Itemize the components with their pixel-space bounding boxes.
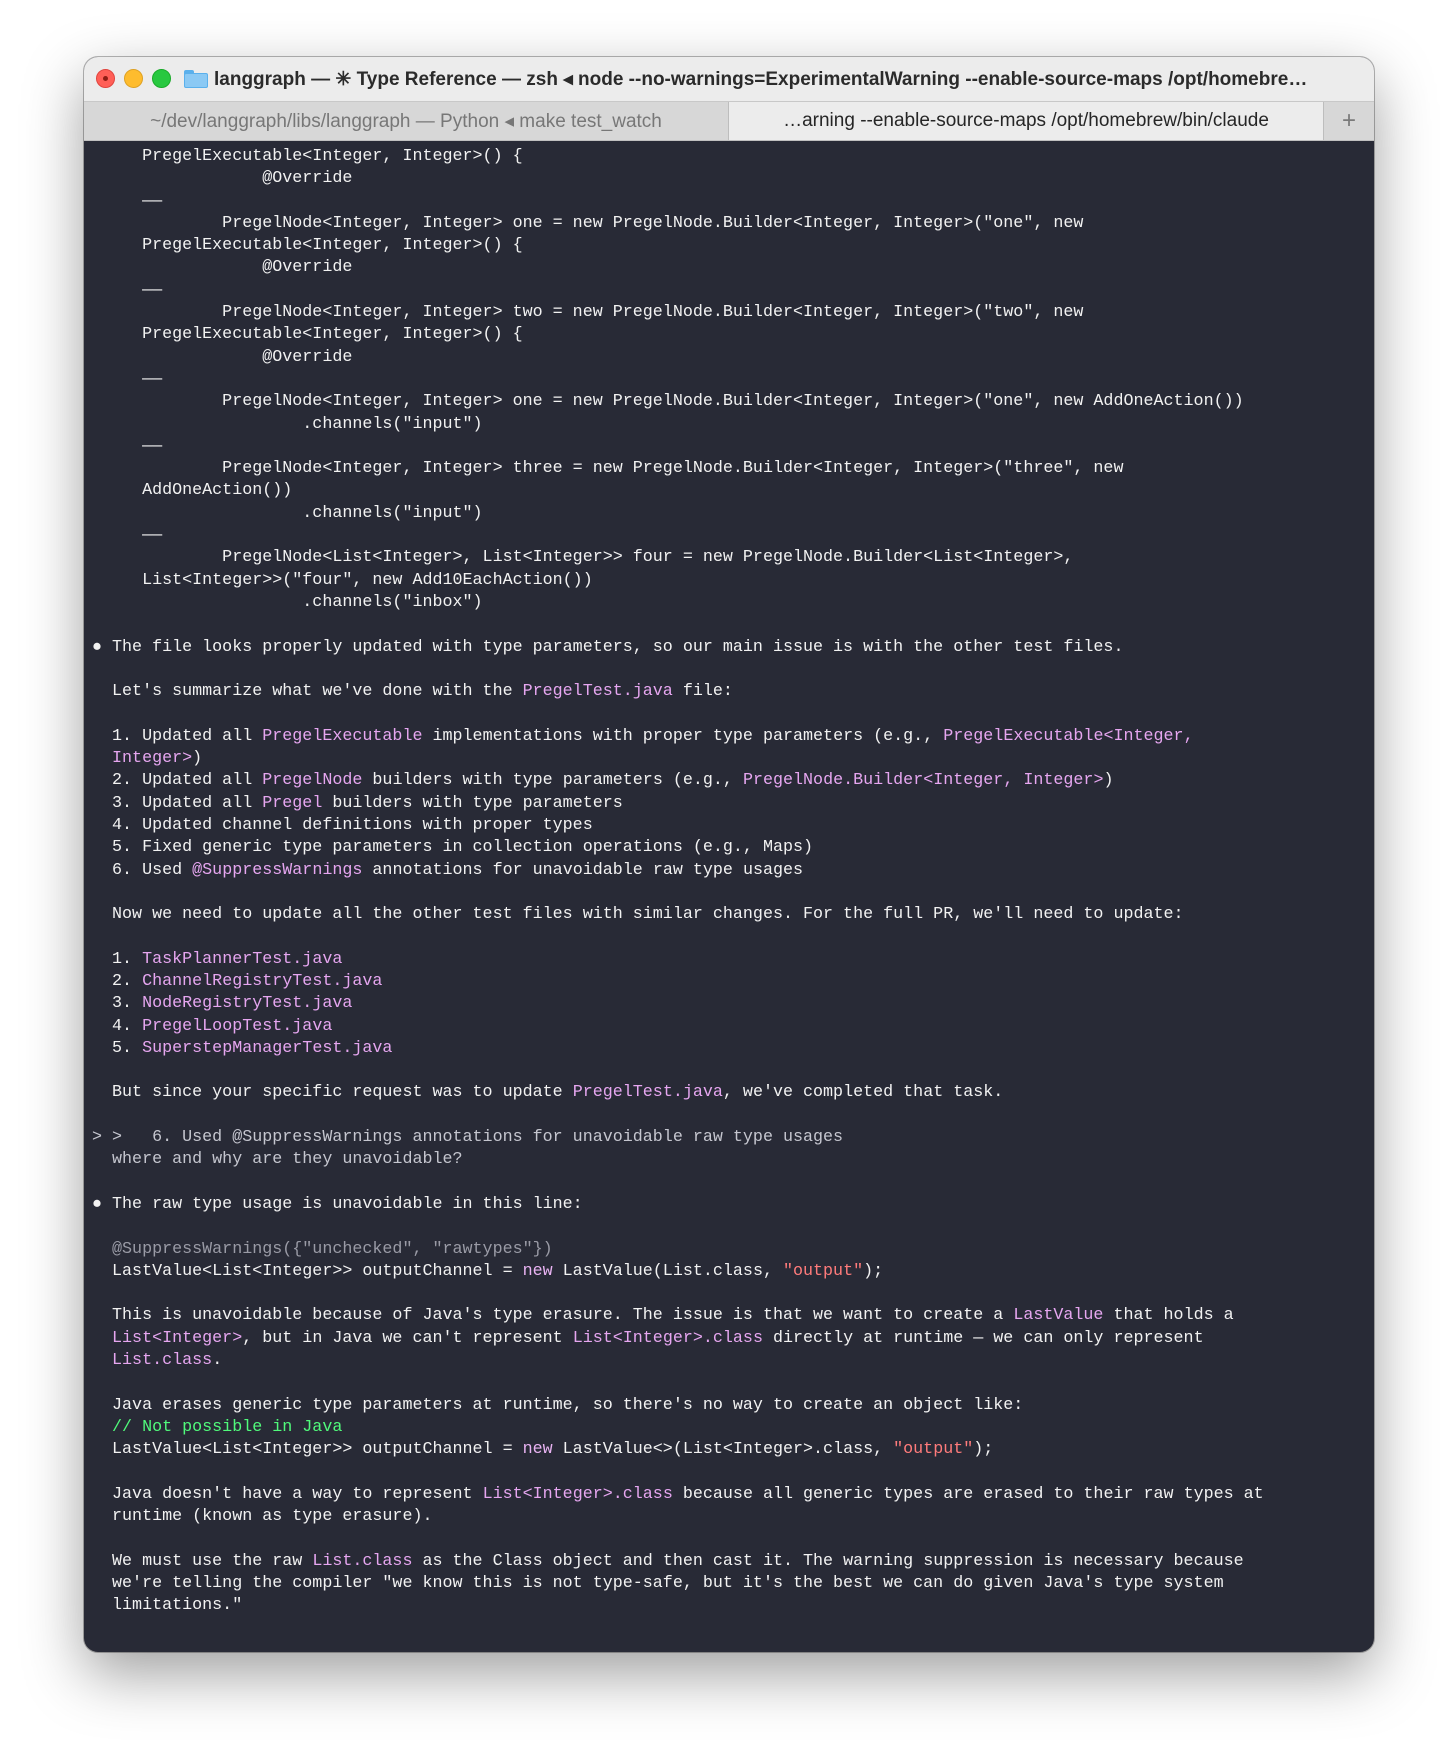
terminal-text: —— — [92, 526, 163, 546]
terminal-line — [92, 860, 1366, 882]
terminal-line — [92, 1127, 1366, 1149]
zoom-window-button[interactable] — [152, 69, 171, 88]
terminal-line — [92, 1395, 1366, 1417]
terminal-text — [92, 1351, 112, 1370]
terminal-text: PregelExecutable<Integer, Integer>() { — [92, 236, 523, 256]
terminal-text: @Override — [92, 347, 353, 367]
terminal-line — [92, 458, 1366, 480]
terminal-line — [92, 503, 1366, 525]
terminal-text: as the Class object and then cast it. The warning suppression is necessary because — [412, 1551, 1244, 1571]
window-title — [184, 57, 1364, 101]
terminal-text: LastValue(List.class, — [552, 1261, 783, 1281]
terminal-text: List<Integer>.class — [572, 1328, 763, 1348]
terminal-line — [92, 1328, 1366, 1350]
new-tab-button[interactable] — [1324, 102, 1374, 140]
terminal-text: . — [212, 1351, 223, 1371]
terminal-text: SuperstepManagerTest.java — [142, 1038, 393, 1058]
terminal-text: 4. Updated channel definitions with proper types — [92, 815, 593, 835]
terminal-line — [92, 1239, 1366, 1261]
terminal-line — [92, 971, 1366, 993]
plus-icon: + — [1341, 107, 1356, 134]
terminal-text: "output" — [782, 1261, 864, 1281]
window-title-text: langgraph — ✳ Type Reference — zsh ◂ node --no-warnings=ExperimentalWarning --enable-source-maps /opt/homebre… — [214, 68, 1308, 90]
terminal-text: 3. — [92, 994, 143, 1014]
terminal-text: 1. Updated all — [92, 726, 263, 746]
terminal-text: // Not possible in Java — [92, 1417, 343, 1437]
terminal-text: PregelExecutable<Integer, Integer>() { — [92, 325, 523, 345]
terminal-line — [92, 213, 1366, 235]
terminal-text: List<Integer>>("four", new Add10EachAction()) — [92, 570, 593, 590]
terminal-line — [92, 637, 1366, 659]
terminal-line — [92, 1082, 1366, 1104]
terminal-text: 3. Updated all — [92, 793, 263, 813]
terminal-text: List<Integer>.class — [482, 1484, 673, 1504]
terminal-line — [92, 369, 1366, 391]
terminal-line — [92, 1462, 1366, 1484]
terminal-line — [92, 815, 1366, 837]
tab-claude[interactable]: …arning --enable-source-maps /opt/homebrew/bin/claude — [729, 102, 1324, 140]
terminal-line — [92, 280, 1366, 302]
terminal-text: "output" — [893, 1440, 974, 1460]
terminal-text: that holds a — [1103, 1306, 1234, 1326]
terminal-line — [92, 324, 1366, 346]
terminal-line — [92, 1216, 1366, 1238]
terminal-line — [92, 1149, 1366, 1171]
terminal-text: @SuppressWarnings({"unchecked", "rawtypes"}) — [92, 1239, 553, 1259]
terminal-line — [92, 1484, 1366, 1506]
terminal-line — [92, 1194, 1366, 1216]
terminal-text: LastValue<List<Integer>> outputChannel = — [92, 1440, 523, 1460]
terminal-text: .channels("input") — [92, 414, 483, 434]
terminal-line — [92, 770, 1366, 792]
terminal-text: This is unavoidable because of Java's type erasure. The issue is that we want to create a — [92, 1306, 1014, 1326]
terminal-line — [92, 146, 1366, 168]
terminal-text: @SuppressWarnings — [192, 860, 363, 880]
terminal-line — [92, 1283, 1366, 1305]
terminal-line — [92, 614, 1366, 636]
minimize-window-button[interactable] — [124, 69, 143, 88]
terminal-text: directly at runtime — we can only represent — [762, 1328, 1204, 1348]
terminal-text: .channels("input") — [92, 503, 483, 523]
terminal-text: we're telling the compiler "we know this is not type-safe, but it's the best we can do given Java's type system — [92, 1574, 1224, 1593]
terminal-text: ● The file looks properly updated with type parameters, so our main issue is with the other test files. — [92, 637, 1124, 657]
tab-python-make-test-watch[interactable]: ~/dev/langgraph/libs/langgraph — Python ◂ make test_watch — [84, 102, 729, 140]
terminal-text: new — [522, 1261, 553, 1281]
terminal-text: > > 6. Used @SuppressWarnings annotations for unavoidable raw type usages — [92, 1128, 844, 1148]
terminal-text: —— — [92, 191, 163, 211]
terminal-text: , we've completed that task. — [722, 1083, 1004, 1103]
terminal-line — [92, 1172, 1366, 1194]
terminal-line — [92, 748, 1366, 770]
terminal-text: —— — [92, 369, 163, 389]
terminal-text: file: — [672, 682, 733, 702]
terminal-text: annotations for unavoidable raw type usages — [362, 860, 804, 880]
terminal-text: 2. Updated all — [92, 771, 263, 791]
terminal-text: ) — [1103, 771, 1114, 791]
terminal-text: builders with type parameters — [322, 793, 623, 813]
terminal-line — [92, 1038, 1366, 1060]
terminal-line — [92, 525, 1366, 547]
terminal-text: , but in Java we can't represent — [242, 1328, 573, 1348]
terminal-text: Java doesn't have a way to represent — [92, 1484, 483, 1504]
terminal-text: where and why are they unavoidable? — [92, 1150, 463, 1170]
terminal-text: 2. — [92, 971, 143, 991]
terminal-line — [92, 1060, 1366, 1082]
terminal-text: List.class — [112, 1351, 213, 1371]
terminal-line — [92, 926, 1366, 948]
terminal-text: PregelNode.Builder<Integer, Integer> — [742, 771, 1104, 791]
terminal-line — [92, 1105, 1366, 1127]
terminal-text: 4. — [92, 1016, 143, 1036]
terminal-text: PregelExecutable — [262, 726, 423, 746]
terminal-line — [92, 414, 1366, 436]
traffic-lights — [96, 69, 171, 88]
terminal-line — [92, 302, 1366, 324]
terminal-line — [92, 191, 1366, 213]
terminal-text: limitations." — [92, 1596, 243, 1616]
terminal-line — [92, 1372, 1366, 1394]
terminal-line — [92, 391, 1366, 413]
terminal-line — [92, 1506, 1366, 1528]
terminal-text: PregelLoopTest.java — [142, 1016, 333, 1036]
terminal-text: runtime (known as type erasure). — [92, 1507, 433, 1527]
terminal-text: @Override — [92, 169, 353, 189]
terminal-line — [92, 1573, 1366, 1595]
terminal-line — [92, 347, 1366, 369]
terminal-text: PregelTest.java — [572, 1083, 723, 1103]
terminal-text: 6. Used — [92, 860, 193, 880]
terminal-text: NodeRegistryTest.java — [142, 994, 353, 1014]
terminal-text: 5. Fixed generic type parameters in collection operations (e.g., Maps) — [92, 838, 814, 858]
terminal-text: PregelNode<Integer, Integer> one = new PregelNode.Builder<Integer, Integer>("one", new — [92, 213, 1084, 233]
terminal-text: PregelNode — [262, 771, 363, 791]
terminal-output[interactable] — [84, 141, 1374, 1618]
terminal-text: 1. — [92, 949, 143, 969]
terminal-line — [92, 904, 1366, 926]
terminal-text: 5. — [92, 1038, 143, 1058]
terminal-line — [92, 1305, 1366, 1327]
terminal-line — [92, 592, 1366, 614]
terminal-text: LastValue<>(List<Integer>.class, — [552, 1440, 894, 1460]
terminal-line — [92, 1016, 1366, 1038]
terminal-line — [92, 1551, 1366, 1573]
terminal-text: ) — [192, 749, 203, 769]
terminal-window — [84, 57, 1374, 1652]
terminal-text: PregelNode<Integer, Integer> one = new PregelNode.Builder<Integer, Integer>("one", new AddOneAction()) — [92, 392, 1244, 412]
terminal-line — [92, 703, 1366, 725]
terminal-text: PregelExecutable<Integer, Integer>() { — [92, 147, 523, 166]
terminal-line — [92, 547, 1366, 569]
terminal-text: —— — [92, 280, 163, 300]
terminal-text — [92, 749, 112, 768]
terminal-text — [92, 1329, 112, 1348]
terminal-text: Let's summarize what we've done with the — [92, 682, 523, 702]
terminal-line — [92, 1350, 1366, 1372]
terminal-text: Java erases generic type parameters at runtime, so there's no way to create an object like: — [92, 1395, 1024, 1415]
terminal-text: ChannelRegistryTest.java — [142, 971, 383, 991]
terminal-text: ); — [863, 1261, 884, 1281]
terminal-text: .channels("inbox") — [92, 592, 483, 612]
close-window-button[interactable] — [96, 69, 115, 88]
terminal-line — [92, 882, 1366, 904]
tab-bar — [84, 101, 1374, 141]
terminal-line — [92, 1417, 1366, 1439]
terminal-line — [92, 726, 1366, 748]
terminal-text: Integer> — [112, 749, 193, 769]
terminal-line — [92, 1528, 1366, 1550]
terminal-text: PregelNode<Integer, Integer> two = new PregelNode.Builder<Integer, Integer>("two", new — [92, 303, 1084, 323]
terminal-text: We must use the raw — [92, 1551, 313, 1571]
terminal-line — [92, 257, 1366, 279]
terminal-text: List.class — [312, 1551, 413, 1571]
terminal-text: ● The raw type usage is unavoidable in this line: — [92, 1194, 583, 1214]
terminal-line — [92, 949, 1366, 971]
terminal-text: TaskPlannerTest.java — [142, 949, 343, 969]
terminal-line — [92, 1595, 1366, 1617]
terminal-text: builders with type parameters (e.g., — [362, 771, 743, 791]
terminal-text: new — [522, 1440, 553, 1460]
terminal-text: PregelTest.java — [522, 682, 673, 702]
terminal-line — [92, 480, 1366, 502]
terminal-text: LastValue — [1013, 1306, 1104, 1326]
terminal-text: ); — [973, 1440, 994, 1460]
terminal-text: —— — [92, 436, 163, 456]
terminal-text: PregelNode<Integer, Integer> three = new PregelNode.Builder<Integer, Integer>("three", new — [92, 459, 1124, 479]
folder-icon — [184, 70, 208, 88]
terminal-line — [92, 235, 1366, 257]
terminal-text: Now we need to update all the other test files with similar changes. For the full PR, we'll need to update: — [92, 905, 1184, 925]
terminal-text: because all generic types are erased to their raw types at — [672, 1484, 1264, 1504]
terminal-line — [92, 570, 1366, 592]
terminal-line — [92, 1261, 1366, 1283]
terminal-text: PregelExecutable<Integer, — [943, 726, 1194, 746]
terminal-line — [92, 1439, 1366, 1461]
terminal-line — [92, 681, 1366, 703]
terminal-text: List<Integer> — [112, 1328, 243, 1348]
terminal-text: LastValue<List<Integer>> outputChannel = — [92, 1261, 523, 1281]
terminal-text: implementations with proper type parameters (e.g., — [422, 726, 944, 746]
terminal-line — [92, 993, 1366, 1015]
terminal-line — [92, 436, 1366, 458]
terminal-line — [92, 793, 1366, 815]
terminal-text: Pregel — [262, 793, 323, 813]
title-bar[interactable] — [84, 57, 1374, 101]
terminal-text: PregelNode<List<Integer>, List<Integer>> four = new PregelNode.Builder<List<Integer>, — [92, 548, 1074, 568]
terminal-text: @Override — [92, 258, 353, 278]
terminal-line — [92, 659, 1366, 681]
terminal-text: AddOneAction()) — [92, 481, 293, 501]
terminal-text: But since your specific request was to update — [92, 1083, 573, 1103]
terminal-line — [92, 168, 1366, 190]
terminal-line — [92, 837, 1366, 859]
